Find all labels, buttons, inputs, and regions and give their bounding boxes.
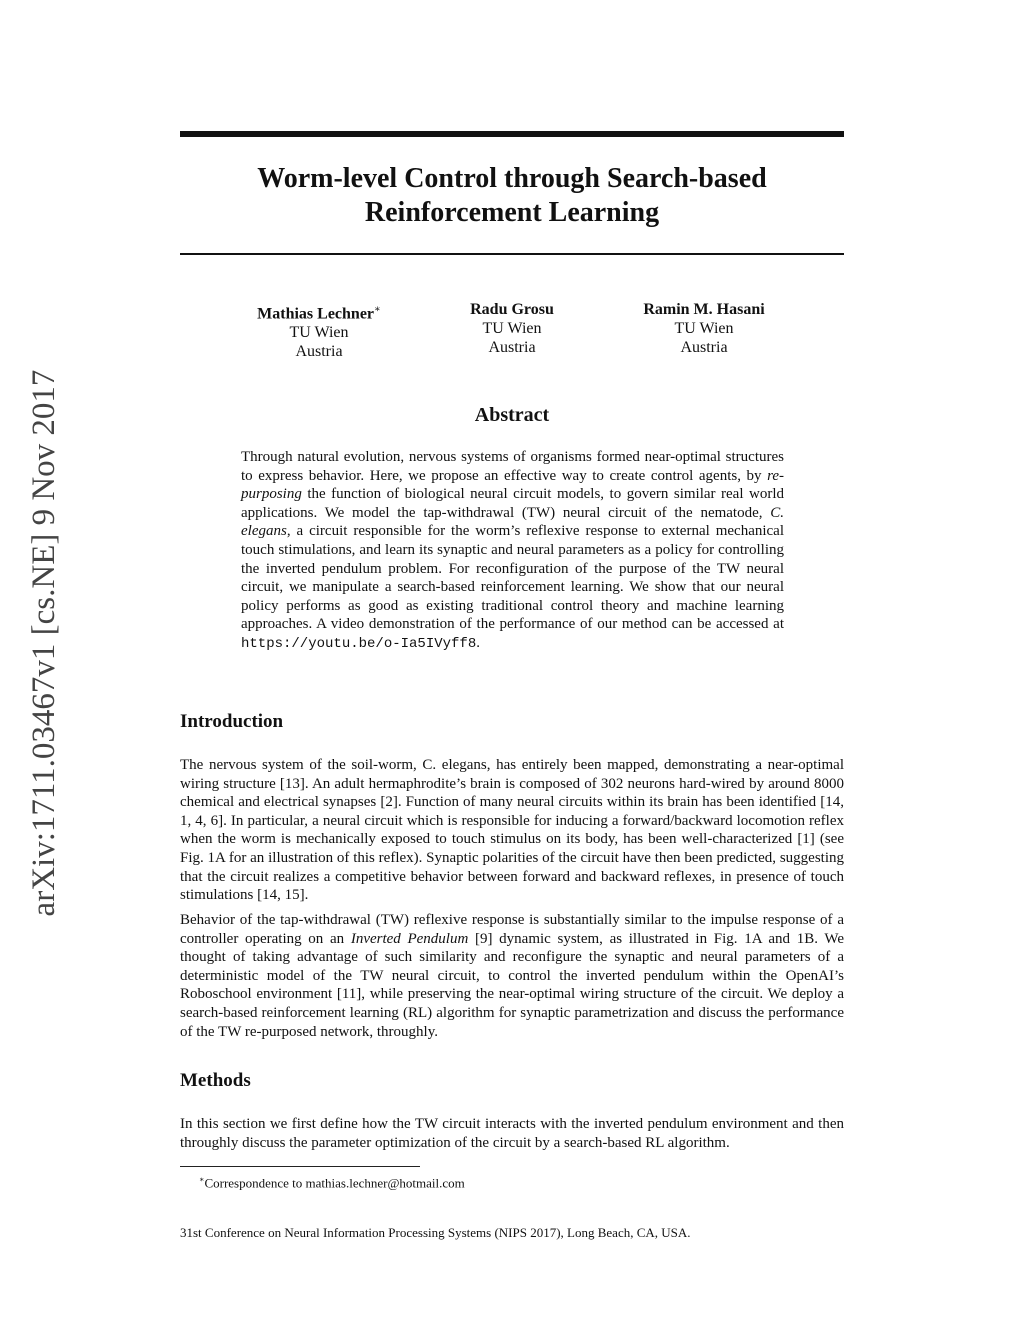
author-country: Austria bbox=[680, 339, 728, 356]
author-affiliation: TU Wien bbox=[482, 320, 542, 337]
abstract-text: Through natural evolution, nervous systems of organisms formed near-optimal structures to express behavior. Here, we propose an effective way to create control agents, by re-purposing the function of biological neural circuit models, to govern similar real world applications. We model the tap-withdrawal (TW) neural circuit of the nematode, C. elegans, a circuit responsible for the worm’s reflexive response to external mechanical touch stimulations, and learn its synaptic and neural parameters as a policy for controlling the inverted pendulum problem. For reconfiguration of the purpose of the TW neural circuit, we manipulate a search-based reinforcement learning. We show that our neural policy performs as good as existing traditional control theory and machine learning approaches. A video demonstration of the performance of our method can be accessed at https://youtu.be/o-Ia5IVyff8. bbox=[241, 449, 784, 652]
author-name: Mathias Lechner bbox=[257, 305, 375, 323]
footnote-mark: ∗ bbox=[199, 1175, 205, 1184]
correspondence-footnote bbox=[199, 1172, 465, 1191]
introduction-paragraph-2: Behavior of the tap-withdrawal (TW) reflexive response is substantially similar to the impulse response of a controller operating on an Inverted Pendulum [9] dynamic system, as illustrated in Fig. 1A and 1B. We thought of taking advantage of such similarity and reconfigure the synaptic and neural parameters of a deterministic model of the TW neural circuit, to control the inverted pendulum within the OpenAI’s Roboschool environment [11], while preserving the near-optimal wiring structure of the circuit. We deploy a search-based reinforcement learning (RL) algorithm for synaptic parametrization and discuss the performance of the TW re-purposed network, throughly. bbox=[180, 912, 844, 1040]
author-name: Ramin M. Hasani bbox=[643, 301, 765, 318]
author-name: Radu Grosu bbox=[470, 301, 554, 318]
arxiv-sidebar-stamp: arXiv:1711.03467v1 [cs.NE] 9 Nov 2017 bbox=[26, 369, 62, 917]
title-bottom-rule bbox=[180, 253, 844, 255]
paper-title: Worm-level Control through Search-based Reinforcement Learning bbox=[257, 163, 767, 228]
video-link[interactable]: https://youtu.be/o-Ia5IVyff8 bbox=[241, 635, 477, 652]
author-footnote-mark: ∗ bbox=[374, 304, 381, 315]
methods-heading: Methods bbox=[180, 1070, 251, 1091]
conference-venue: 31st Conference on Neural Information Processing Systems (NIPS 2017), Long Beach, CA, USA. bbox=[180, 1225, 691, 1240]
introduction-heading: Introduction bbox=[180, 711, 284, 732]
author-block-2 bbox=[402, 300, 622, 357]
author-affiliation: TU Wien bbox=[289, 324, 349, 342]
footnote-rule bbox=[180, 1166, 420, 1167]
title-top-rule bbox=[180, 131, 844, 137]
introduction-paragraph-1: The nervous system of the soil-worm, C. elegans, has entirely been mapped, demonstrating a near-optimal wiring structure [13]. An adult hermaphrodite’s brain is composed of 302 neurons hard-wired by around 8000 chemical and electrical synapses [2]. Function of many neural circuits within its brain has been identified [14, 1, 4, 6]. In particular, a neural circuit which is responsible for inducing a forward/backward locomotion reflex when the worm is mechanically exposed to touch stimulus on its body, has been well-characterized [1] (see Fig. 1A for an illustration of this reflex). Synaptic polarities of the circuit have then been predicted, suggesting that the circuit realizes a competitive behavior between forward and backward reflexes, in presence of touch stimulations [14, 15]. bbox=[180, 757, 844, 904]
methods-paragraph-1: In this section we first define how the TW circuit interacts with the inverted pendulum environment and then throughly discuss the parameter optimization of the circuit by a search-based RL algorithm. bbox=[180, 1116, 844, 1151]
author-country: Austria bbox=[488, 339, 536, 356]
author-block-3 bbox=[594, 300, 814, 357]
abstract-heading: Abstract bbox=[474, 404, 550, 426]
author-affiliation: TU Wien bbox=[674, 320, 734, 337]
footnote-text: Correspondence to mathias.lechner@hotmail.com bbox=[204, 1175, 465, 1191]
author-country: Austria bbox=[295, 343, 343, 361]
author-block-1 bbox=[209, 300, 429, 361]
